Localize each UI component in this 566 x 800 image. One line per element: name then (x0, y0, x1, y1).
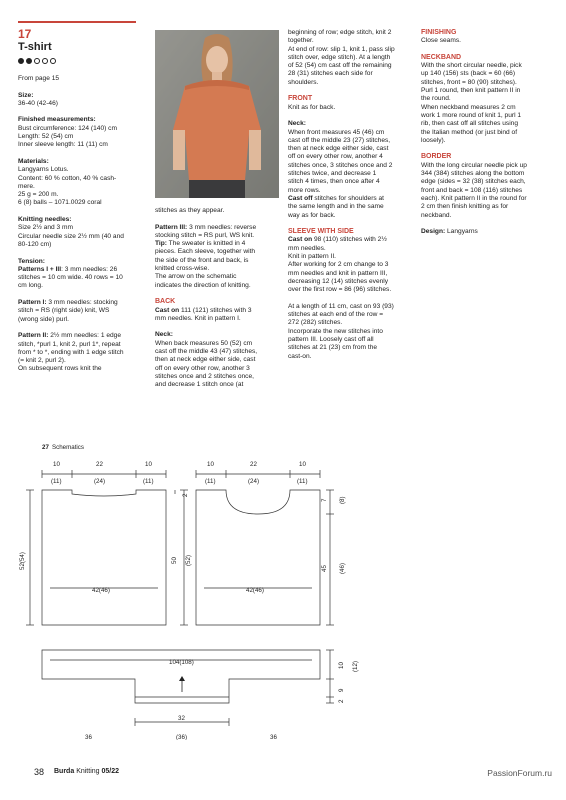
back-top-right-alt: (11) (143, 478, 154, 485)
materials-heading: Materials: (18, 157, 49, 165)
sleeve-cuff-width: 32 (178, 715, 185, 722)
tension-text: : 3 mm needles: 26 stitches = 10 cm wide. 40 rows = 10 cm long. (18, 265, 123, 290)
front-neck-depth: 7 (321, 498, 328, 502)
sleeve-heading: SLEEVE WITH SIDE (288, 228, 354, 236)
front-top-right: 10 (299, 461, 306, 468)
pattern2-text: 2½ mm needles: 1 edge stitch, *purl 1, knit 2, purl 1*, repeat from * to *, ending with 1 edge stitch (= knit 2, purl 2). On subsequent rows knit the (18, 332, 124, 373)
from-page: From page 15 (18, 75, 60, 82)
back-caston-text: 111 (121) stitches with 3 mm needles. Knit in pattern I. (155, 306, 252, 322)
pattern1-text: 3 mm needles: stocking stitch = RS (right side) knit, WS (wrong side) purl. (18, 299, 118, 323)
border-heading: BORDER (421, 153, 452, 161)
sleeve-rib-height: 2 (338, 699, 345, 703)
castoff-text: stitches for shoulders at the same length and in the same way as for back. (288, 194, 385, 219)
back-top-mid: 22 (96, 461, 103, 468)
neckband-heading: NECKBAND (421, 53, 462, 61)
page-number: 38 (34, 767, 45, 777)
finished-heading: Finished measurements: (18, 116, 96, 124)
front-right-height: 45 (321, 565, 328, 572)
sleeve-bottom-mid: (36) (176, 734, 188, 740)
column-1 (18, 75, 146, 382)
tip-text: The sweater is knitted in 4 pieces. Each sleeve, together with the side of the front and back, is knitted cross-wise. The arrow on the schematic indicates the direction of knitting. (155, 240, 256, 289)
difficulty-dot (34, 58, 40, 64)
difficulty-dot (26, 58, 32, 64)
front-neck-heading: Neck: (288, 120, 306, 128)
difficulty-rating (18, 58, 56, 64)
front-top-right-alt: (11) (297, 478, 308, 485)
pattern1-bold: Pattern I: (18, 299, 47, 307)
column-3 (288, 29, 416, 369)
design-bold: Design: (421, 228, 446, 236)
design-text: Langyarns (445, 228, 478, 236)
sleeve-text: 98 (110) stitches with 2½ mm needles. Knit in pattern II. After working for 2 cm change to 3 mm needles and knit in pattern III, decreasing 12 (14) stitches evenly over the first row = 86 (96) stitches. (288, 236, 392, 294)
sleeve-side-alt: (12) (352, 660, 359, 672)
column-2 (155, 207, 283, 398)
size-heading: Size: (18, 91, 34, 99)
front-neck-depth-alt: (8) (339, 496, 346, 504)
needles-heading: Knitting needles: (18, 216, 72, 224)
front-top-left: 10 (207, 461, 214, 468)
back-caston-bold: Cast on (155, 306, 180, 314)
finished-text: Bust circumference: 124 (140) cm Length: 52 (54) cm Inner sleeve length: 11 (11) cm (18, 124, 117, 149)
front-left-height: 50 (171, 557, 178, 564)
sleeve-text-2: At a length of 11 cm, cast on 93 (93) stitches at each end of the row = 272 (282) stitches. Incorporate the new stitches into pattern III. Loosely cast off all stitches at 21 (23) cm from the cast-on. (288, 302, 394, 360)
brand-name: Burda (54, 768, 75, 775)
back-neck-text: When back measures 50 (52) cm cast off the middle 43 (47) stitches, then at neck edge either side, cast off on every other row, another 3 stitches once and 2 stitches once, and decrease 1 stitch once (at (155, 339, 258, 389)
back-top-right: 10 (145, 461, 152, 468)
back-top-mid-alt: (24) (94, 478, 106, 485)
back-neck-heading: Neck: (155, 331, 173, 339)
back-neck-depth: 2 (182, 493, 189, 497)
sleeve-bottom-right: 36 (270, 734, 277, 740)
front-right-height-alt: (46) (339, 562, 346, 574)
schematics-diagram (0, 440, 566, 740)
pattern3-text: 3 mm needles: reverse stocking stitch = RS purl, WS knit. (155, 223, 257, 239)
back-top-left: 10 (53, 461, 60, 468)
schematics-label: Schematics (52, 444, 84, 451)
sleeve-caston-bold: Cast on (288, 236, 313, 244)
back-neck-continued: beginning of row; edge stitch, knit 2 together. At end of row: slip 1, knit 1, pass slip stitch over, edge stitch). At a length of 52 (54) cm cast off the remaining 28 (31) stitches each side for shoulders. (288, 29, 395, 86)
arrow-head-icon (179, 676, 185, 681)
issue-number: 05/22 (101, 768, 120, 775)
magazine-name (54, 768, 119, 775)
sleeve-width: 104(108) (169, 659, 194, 666)
back-top-left-alt: (11) (51, 478, 62, 485)
back-width: 42(46) (92, 587, 110, 594)
front-top-left-alt: (11) (205, 478, 216, 485)
front-neck-text: When front measures 45 (46) cm cast off the middle 23 (27) stitches, then at neck edge either side, cast off on every other row, another 4 stitches once, 3 stitches once and 2 stitches twice, and decrease 1 stitch 4 times, then once after 4 more rows. (288, 128, 393, 194)
difficulty-dot (42, 58, 48, 64)
size-text: 36-40 (42-46) (18, 99, 58, 107)
sleeve-side: 10 (338, 662, 345, 669)
front-top-mid-alt: (24) (248, 478, 260, 485)
pattern2-continued: stitches as they appear. (155, 207, 225, 214)
difficulty-dot (50, 58, 56, 64)
front-piece (180, 470, 334, 625)
materials-text: Langyarns Lotus. Content: 60 % cotton, 40 % cash- mere. 25 g = 200 m. 6 (8) balls – 1071.0029 coral (18, 166, 117, 207)
tension-heading: Tension: (18, 257, 45, 265)
finishing-text: Close seams. (421, 37, 461, 45)
front-width: 42(46) (246, 587, 264, 594)
model-photo (155, 30, 279, 198)
front-left-height-alt: (52) (185, 554, 192, 566)
schematics-number: 27 (42, 444, 49, 451)
tip-bold: Tip: (155, 240, 167, 248)
back-height: 52(54) (19, 552, 26, 570)
front-text: Knit as for back. (288, 103, 336, 111)
castoff-bold: Cast off (288, 194, 313, 202)
pattern3-bold: Pattern III: (155, 223, 188, 231)
neckband-text: With the short circular needle, pick up 140 (156) sts (back = 60 (66) stitches, front = 80 (90) stitches). Purl 1 round, then knit pattern II in the round. When neckband measures 2 cm work 1 more round of knit 1, purl 1 rib, then cast off all stitches using the Italian method (or just bind of loosely). (421, 62, 522, 144)
front-heading: FRONT (288, 95, 313, 103)
difficulty-dot (18, 58, 24, 64)
pattern-title: T-shirt (18, 41, 52, 53)
finishing-heading: FINISHING (421, 29, 457, 36)
column-4 (421, 29, 553, 245)
sleeve-bottom-left: 36 (85, 734, 92, 740)
front-top-mid: 22 (250, 461, 257, 468)
pattern2-bold: Pattern II: (18, 332, 49, 340)
pattern-number: 17 (18, 27, 32, 41)
needles-text: Size 2½ and 3 mm Circular needle size 2½ mm (40 and 80-120 cm) (18, 224, 124, 248)
tension-bold: Patterns I + III (18, 265, 62, 273)
sleeve-cuff-height: 9 (338, 688, 345, 692)
title-rule (18, 21, 136, 23)
watermark-site: PassionForum.ru (487, 768, 552, 778)
back-piece (26, 470, 175, 625)
border-text: With the long circular needle pick up 344 (384) stitches along the bottom edge (sides = 32 (38) stitches each, front and back = 108 (116) stitches each). Knit pattern II in the round for 2 cm then finish knitting as for neckband. (421, 161, 527, 219)
mag-title: Knitting (76, 768, 100, 775)
back-heading: BACK (155, 298, 176, 306)
